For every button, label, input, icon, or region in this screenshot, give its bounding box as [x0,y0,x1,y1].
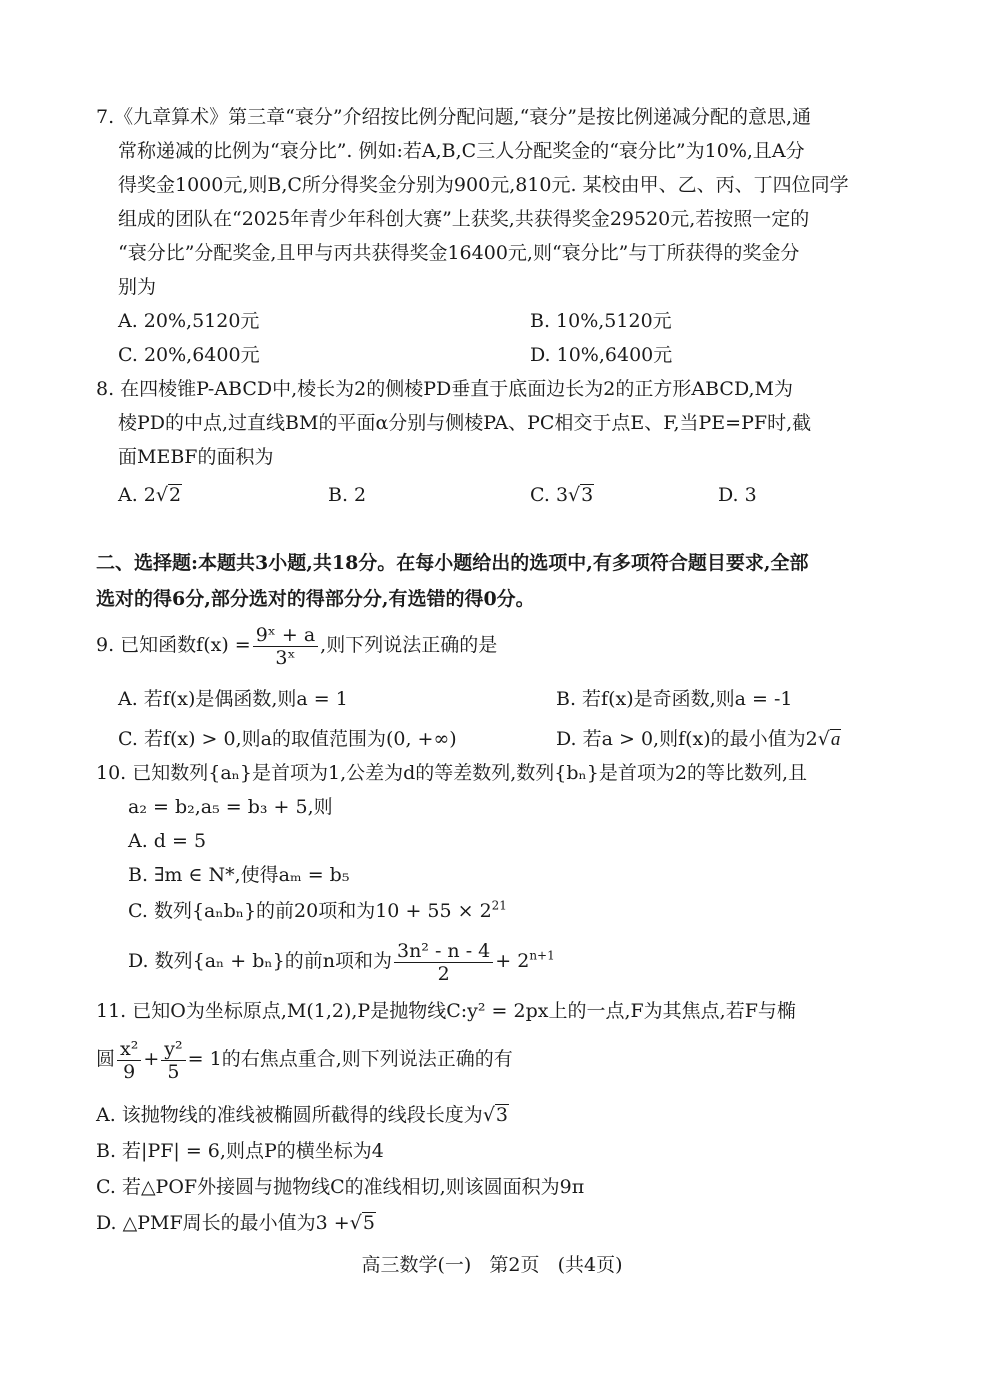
q7-option-b: B. 10%,5120元 [530,310,672,332]
q9-fraction: $\frac{\text{9ˣ + a}}{\text{3ˣ}}$ [253,624,318,669]
q9-option-a: A. 若f(x)是偶函数,则a = 1 [118,688,348,710]
page-footer: 高三数学(一) 第2页 (共4页) [361,1254,623,1276]
q11-option-a: A. 该抛物线的准线被椭圆所截得的线段长度为√3 [96,1104,509,1126]
q11-line-2: 圆 $\frac{\text{x²}}{9}$ + $\frac{\text{y²}}{5}$ = 1的右焦点重合,则下列说法正确的有 [96,1037,513,1083]
q11-line-1: 11. 已知O为坐标原点,M(1,2),P是抛物线C:y² = 2px上的一点,F为其焦点,若F与椭 [96,1000,796,1022]
q9-option-b: B. 若f(x)是奇函数,则a = -1 [556,688,793,710]
section-2-header-line-2: 选对的得6分,部分选对的得部分分,有选错的得0分。 [96,588,535,610]
q7-line-1: 7.《九章算术》第三章“衰分”介绍按比例分配问题,“衰分”是按比例递减分配的意思,通 [96,106,812,128]
q11-fraction-y: $\frac{\text{y²}}{5}$ [161,1038,185,1083]
q10-option-b: B. ∃m ∈ N*,使得aₘ = b₅ [128,864,350,886]
q8-option-a: A. 2√2 [118,484,182,506]
q10-d-fraction: $\frac{\text{3n² - n - 4}}{2}$ [394,940,493,985]
q7-line-3: 得奖金1000元,则B,C所分得奖金分别为900元,810元. 某校由甲、乙、丙、丁四位同学 [118,174,849,196]
radical: 3 [495,1104,509,1126]
q10-line-2: a₂ = b₂,a₅ = b₃ + 5,则 [128,796,333,818]
radical: 3 [581,484,594,506]
radical: 2 [169,484,182,506]
q7-option-d: D. 10%,6400元 [530,344,673,366]
q7-option-c: C. 20%,6400元 [118,344,260,366]
q9-stem: 9. 已知函数f(x) = $\frac{\text{9ˣ + a}}{\text{3ˣ}}$ ,则下列说法正确的是 [96,623,498,669]
q10-option-d: D. 数列{aₙ + bₙ}的前n项和为 $\frac{\text{3n² - n - 4}}{2}$ + $2^{n+1}$ [128,939,555,985]
q8-option-b: B. 2 [328,484,367,506]
radical: a [830,729,841,750]
q8-line-2: 棱PD的中点,过直线BM的平面α分别与侧棱PA、PC相交于点E、F,当PE=PF时,截 [118,412,812,434]
q8-option-d: D. 3 [718,484,757,506]
q7-option-a: A. 20%,5120元 [118,310,260,332]
q11-fraction-x: $\frac{\text{x²}}{9}$ [117,1038,141,1083]
section-2-header-line-1: 二、选择题:本题共3小题,共18分。在每小题给出的选项中,有多项符合题目要求,全部 [96,552,809,574]
q9-option-d: D. 若a > 0,则f(x)的最小值为2√a [556,728,841,750]
q7-line-4: 组成的团队在“2025年青少年科创大赛”上获奖,共获得奖金29520元,若按照一定的 [118,208,810,230]
q7-line-5: “衰分比”分配奖金,且甲与丙共获得奖金16400元,则“衰分比”与丁所获得的奖金分 [118,242,800,264]
q11-option-d: D. △PMF周长的最小值为3 +√5 [96,1212,375,1234]
q8-line-3: 面MEBF的面积为 [118,446,274,468]
q11-option-b: B. 若|PF| = 6,则点P的横坐标为4 [96,1140,384,1162]
q8-line-1: 8. 在四棱锥P-ABCD中,棱长为2的侧棱PD垂直于底面边长为2的正方形ABCD,M为 [96,378,793,400]
q11-option-c: C. 若△POF外接圆与抛物线C的准线相切,则该圆面积为9π [96,1176,585,1198]
q8-option-c: C. 3√3 [530,484,594,506]
q10-option-a: A. d = 5 [128,830,207,852]
q7-line-2: 常称递减的比例为“衰分比”. 例如:若A,B,C三人分配奖金的“衰分比”为10%,且A分 [118,140,805,162]
q9-option-c: C. 若f(x) > 0,则a的取值范围为(0, +∞) [118,728,457,750]
radical: 5 [362,1212,375,1234]
q10-option-c: C. 数列{aₙbₙ}的前20项和为$10 + 55 \times 2^{21}$ [128,898,507,922]
q10-line-1: 10. 已知数列{aₙ}是首项为1,公差为d的等差数列,数列{bₙ}是首项为2的等比数列,且 [96,762,807,784]
q7-line-6: 别为 [118,276,157,298]
